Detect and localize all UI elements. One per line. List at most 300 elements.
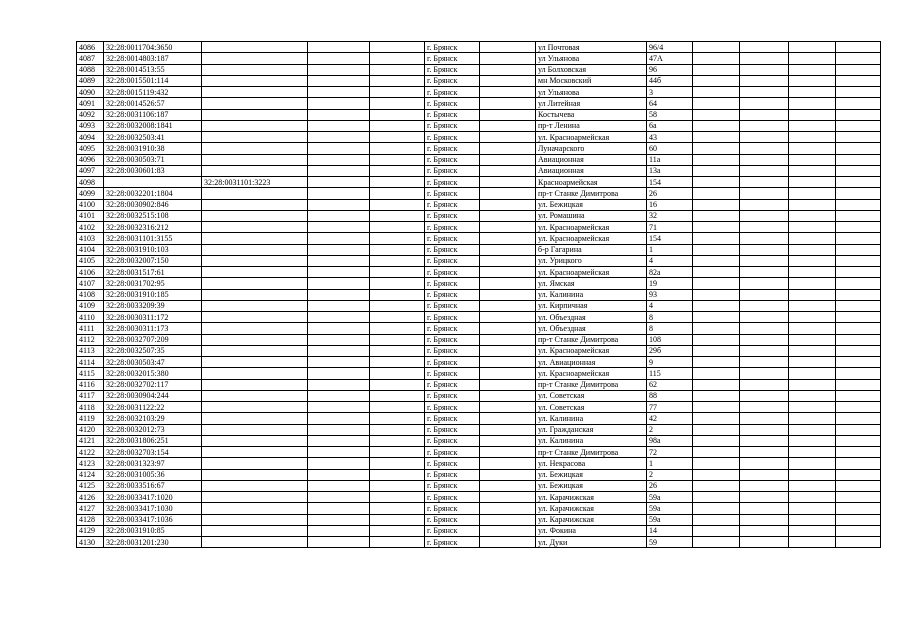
empty-cell-l: [789, 357, 836, 368]
empty-cell-l: [789, 492, 836, 503]
city-cell: г. Брянск: [425, 289, 480, 300]
city-cell: г. Брянск: [425, 435, 480, 446]
city-cell: г. Брянск: [425, 267, 480, 278]
empty-cell-d: [308, 222, 370, 233]
empty-cell-m: [836, 244, 881, 255]
empty-cell-l: [789, 42, 836, 53]
row-number-cell: 4124: [77, 469, 104, 480]
empty-cell-m: [836, 469, 881, 480]
table-row: [77, 458, 881, 469]
empty-cell-l: [789, 447, 836, 458]
empty-cell-m: [836, 368, 881, 379]
empty-cell-k: [740, 424, 789, 435]
empty-cell-d: [308, 402, 370, 413]
empty-cell-l: [789, 143, 836, 154]
empty-cell-j: [693, 165, 740, 176]
empty-cell-k: [740, 244, 789, 255]
empty-cell-l: [789, 267, 836, 278]
row-number-cell: 4113: [77, 345, 104, 356]
empty-cell-d: [308, 98, 370, 109]
city-cell: г. Брянск: [425, 244, 480, 255]
street-cell: ул Ульянова: [536, 53, 647, 64]
table-row: [77, 469, 881, 480]
city-cell: г. Брянск: [425, 390, 480, 401]
table-row: [77, 537, 881, 548]
empty-cell-m: [836, 255, 881, 266]
empty-cell-k: [740, 233, 789, 244]
related-cadastral-number-cell: [202, 447, 308, 458]
empty-cell-k: [740, 75, 789, 86]
empty-cell-l: [789, 537, 836, 548]
empty-cell-e: [370, 165, 425, 176]
empty-cell-k: [740, 435, 789, 446]
empty-cell-m: [836, 480, 881, 491]
empty-cell-k: [740, 334, 789, 345]
row-number-cell: 4094: [77, 132, 104, 143]
row-number-cell: 4093: [77, 120, 104, 131]
house-number-cell: 11а: [647, 154, 693, 165]
empty-cell-j: [693, 469, 740, 480]
related-cadastral-number-cell: [202, 87, 308, 98]
table-row: [77, 177, 881, 188]
empty-cell-j: [693, 345, 740, 356]
empty-cell-g: [480, 480, 536, 491]
street-cell: Луначарского: [536, 143, 647, 154]
empty-cell-k: [740, 379, 789, 390]
street-cell: ул. Красноармейская: [536, 267, 647, 278]
city-cell: г. Брянск: [425, 188, 480, 199]
table-row: [77, 132, 881, 143]
street-cell: ул. Советская: [536, 402, 647, 413]
cadastral-number-cell: 32:28:0033417:1020: [104, 492, 202, 503]
related-cadastral-number-cell: [202, 233, 308, 244]
empty-cell-m: [836, 334, 881, 345]
empty-cell-d: [308, 300, 370, 311]
related-cadastral-number-cell: [202, 514, 308, 525]
cadastral-number-cell: 32:28:0030311:173: [104, 323, 202, 334]
cadastral-number-cell: 32:28:0014526:57: [104, 98, 202, 109]
empty-cell-m: [836, 75, 881, 86]
cadastral-number-cell: 32:28:0032008:1841: [104, 120, 202, 131]
table-row: [77, 64, 881, 75]
empty-cell-k: [740, 165, 789, 176]
empty-cell-j: [693, 334, 740, 345]
empty-cell-j: [693, 199, 740, 210]
table-row: [77, 255, 881, 266]
cadastral-number-cell: 32:28:0031106:187: [104, 109, 202, 120]
street-cell: ул. Бежицкая: [536, 199, 647, 210]
empty-cell-e: [370, 312, 425, 323]
empty-cell-d: [308, 87, 370, 98]
empty-cell-k: [740, 143, 789, 154]
house-number-cell: 26: [647, 480, 693, 491]
empty-cell-l: [789, 334, 836, 345]
empty-cell-m: [836, 165, 881, 176]
related-cadastral-number-cell: [202, 244, 308, 255]
empty-cell-l: [789, 64, 836, 75]
row-number-cell: 4125: [77, 480, 104, 491]
city-cell: г. Брянск: [425, 469, 480, 480]
empty-cell-d: [308, 424, 370, 435]
street-cell: ул. Красноармейская: [536, 132, 647, 143]
empty-cell-d: [308, 525, 370, 536]
empty-cell-g: [480, 368, 536, 379]
related-cadastral-number-cell: [202, 132, 308, 143]
city-cell: г. Брянск: [425, 154, 480, 165]
related-cadastral-number-cell: [202, 98, 308, 109]
row-number-cell: 4098: [77, 177, 104, 188]
empty-cell-j: [693, 300, 740, 311]
table-row: [77, 143, 881, 154]
empty-cell-g: [480, 424, 536, 435]
related-cadastral-number-cell: [202, 525, 308, 536]
house-number-cell: 44б: [647, 75, 693, 86]
street-cell: пр-т Станке Димитрова: [536, 188, 647, 199]
related-cadastral-number-cell: [202, 357, 308, 368]
city-cell: г. Брянск: [425, 345, 480, 356]
empty-cell-e: [370, 120, 425, 131]
empty-cell-j: [693, 289, 740, 300]
empty-cell-g: [480, 402, 536, 413]
empty-cell-d: [308, 514, 370, 525]
house-number-cell: 71: [647, 222, 693, 233]
table-row: [77, 323, 881, 334]
cadastral-number-cell: 32:28:0032507:35: [104, 345, 202, 356]
related-cadastral-number-cell: [202, 458, 308, 469]
empty-cell-d: [308, 177, 370, 188]
street-cell: Костычева: [536, 109, 647, 120]
related-cadastral-number-cell: [202, 267, 308, 278]
empty-cell-d: [308, 435, 370, 446]
empty-cell-m: [836, 458, 881, 469]
empty-cell-m: [836, 289, 881, 300]
city-cell: г. Брянск: [425, 222, 480, 233]
street-cell: б-р Гагарина: [536, 244, 647, 255]
empty-cell-g: [480, 98, 536, 109]
empty-cell-e: [370, 289, 425, 300]
empty-cell-l: [789, 109, 836, 120]
empty-cell-j: [693, 177, 740, 188]
empty-cell-d: [308, 109, 370, 120]
house-number-cell: 43: [647, 132, 693, 143]
empty-cell-e: [370, 424, 425, 435]
house-number-cell: 26: [647, 188, 693, 199]
empty-cell-g: [480, 120, 536, 131]
city-cell: г. Брянск: [425, 132, 480, 143]
street-cell: ул. Авиационная: [536, 357, 647, 368]
table-row: [77, 514, 881, 525]
street-cell: Красноармейская: [536, 177, 647, 188]
empty-cell-m: [836, 345, 881, 356]
empty-cell-g: [480, 255, 536, 266]
empty-cell-l: [789, 480, 836, 491]
house-number-cell: 16: [647, 199, 693, 210]
street-cell: Авиационная: [536, 165, 647, 176]
street-cell: ул. Красноармейская: [536, 345, 647, 356]
empty-cell-l: [789, 323, 836, 334]
empty-cell-m: [836, 233, 881, 244]
table-row: [77, 278, 881, 289]
related-cadastral-number-cell: [202, 379, 308, 390]
empty-cell-d: [308, 210, 370, 221]
empty-cell-d: [308, 413, 370, 424]
street-cell: ул. Объездная: [536, 323, 647, 334]
empty-cell-g: [480, 244, 536, 255]
related-cadastral-number-cell: [202, 334, 308, 345]
empty-cell-e: [370, 278, 425, 289]
table-body: [77, 42, 881, 548]
empty-cell-m: [836, 300, 881, 311]
house-number-cell: 58: [647, 109, 693, 120]
empty-cell-j: [693, 188, 740, 199]
cadastral-number-cell: 32:28:0015119:432: [104, 87, 202, 98]
empty-cell-e: [370, 300, 425, 311]
empty-cell-k: [740, 64, 789, 75]
row-number-cell: 4128: [77, 514, 104, 525]
related-cadastral-number-cell: [202, 368, 308, 379]
table-row: [77, 199, 881, 210]
empty-cell-k: [740, 222, 789, 233]
house-number-cell: 9: [647, 357, 693, 368]
house-number-cell: 154: [647, 233, 693, 244]
cadastral-number-cell: 32:28:0032201:1804: [104, 188, 202, 199]
related-cadastral-number-cell: [202, 64, 308, 75]
empty-cell-j: [693, 413, 740, 424]
empty-cell-e: [370, 379, 425, 390]
empty-cell-e: [370, 109, 425, 120]
cadastral-number-cell: 32:28:0032007:150: [104, 255, 202, 266]
row-number-cell: 4130: [77, 537, 104, 548]
cadastral-number-cell: 32:28:0030902:846: [104, 199, 202, 210]
street-cell: Авиационная: [536, 154, 647, 165]
row-number-cell: 4116: [77, 379, 104, 390]
empty-cell-j: [693, 447, 740, 458]
empty-cell-g: [480, 42, 536, 53]
empty-cell-e: [370, 368, 425, 379]
table-row: [77, 75, 881, 86]
empty-cell-l: [789, 255, 836, 266]
empty-cell-k: [740, 188, 789, 199]
empty-cell-d: [308, 132, 370, 143]
city-cell: г. Брянск: [425, 53, 480, 64]
house-number-cell: 8: [647, 312, 693, 323]
empty-cell-l: [789, 345, 836, 356]
empty-cell-d: [308, 334, 370, 345]
empty-cell-m: [836, 514, 881, 525]
empty-cell-k: [740, 87, 789, 98]
cadastral-number-cell: 32:28:0031910:38: [104, 143, 202, 154]
empty-cell-l: [789, 165, 836, 176]
house-number-cell: 59а: [647, 503, 693, 514]
table-row: [77, 503, 881, 514]
empty-cell-d: [308, 379, 370, 390]
house-number-cell: 6а: [647, 120, 693, 131]
cadastral-number-cell: 32:28:0031910:185: [104, 289, 202, 300]
city-cell: г. Брянск: [425, 402, 480, 413]
empty-cell-l: [789, 244, 836, 255]
empty-cell-d: [308, 143, 370, 154]
table-row: [77, 233, 881, 244]
empty-cell-m: [836, 53, 881, 64]
empty-cell-g: [480, 345, 536, 356]
row-number-cell: 4114: [77, 357, 104, 368]
empty-cell-l: [789, 53, 836, 64]
row-number-cell: 4107: [77, 278, 104, 289]
empty-cell-g: [480, 64, 536, 75]
table-row: [77, 244, 881, 255]
city-cell: г. Брянск: [425, 64, 480, 75]
empty-cell-g: [480, 143, 536, 154]
street-cell: пр-т Станке Димитрова: [536, 334, 647, 345]
empty-cell-d: [308, 368, 370, 379]
cadastral-number-cell: 32:28:0014513:55: [104, 64, 202, 75]
empty-cell-g: [480, 300, 536, 311]
empty-cell-j: [693, 390, 740, 401]
city-cell: г. Брянск: [425, 177, 480, 188]
empty-cell-k: [740, 278, 789, 289]
empty-cell-g: [480, 390, 536, 401]
house-number-cell: 77: [647, 402, 693, 413]
cadastral-number-cell: 32:28:0031201:230: [104, 537, 202, 548]
street-cell: ул. Объездная: [536, 312, 647, 323]
cadastral-number-cell: 32:28:0011704:3650: [104, 42, 202, 53]
empty-cell-l: [789, 435, 836, 446]
empty-cell-g: [480, 199, 536, 210]
empty-cell-l: [789, 413, 836, 424]
row-number-cell: 4099: [77, 188, 104, 199]
empty-cell-d: [308, 289, 370, 300]
cadastral-number-cell: 32:28:0031910:85: [104, 525, 202, 536]
city-cell: г. Брянск: [425, 143, 480, 154]
empty-cell-k: [740, 492, 789, 503]
empty-cell-j: [693, 514, 740, 525]
empty-cell-l: [789, 525, 836, 536]
empty-cell-j: [693, 435, 740, 446]
table-row: [77, 222, 881, 233]
row-number-cell: 4087: [77, 53, 104, 64]
city-cell: г. Брянск: [425, 413, 480, 424]
house-number-cell: 154: [647, 177, 693, 188]
city-cell: г. Брянск: [425, 447, 480, 458]
empty-cell-j: [693, 480, 740, 491]
cadastral-number-cell: 32:28:0031702:95: [104, 278, 202, 289]
empty-cell-g: [480, 87, 536, 98]
row-number-cell: 4127: [77, 503, 104, 514]
street-cell: ул. Ромашина: [536, 210, 647, 221]
house-number-cell: 64: [647, 98, 693, 109]
cadastral-number-cell: [104, 177, 202, 188]
empty-cell-d: [308, 323, 370, 334]
table-row: [77, 53, 881, 64]
table-row: [77, 267, 881, 278]
empty-cell-j: [693, 402, 740, 413]
empty-cell-j: [693, 109, 740, 120]
row-number-cell: 4112: [77, 334, 104, 345]
row-number-cell: 4126: [77, 492, 104, 503]
empty-cell-g: [480, 222, 536, 233]
empty-cell-g: [480, 75, 536, 86]
table-row: [77, 98, 881, 109]
house-number-cell: 115: [647, 368, 693, 379]
empty-cell-k: [740, 503, 789, 514]
empty-cell-j: [693, 42, 740, 53]
empty-cell-e: [370, 390, 425, 401]
empty-cell-k: [740, 120, 789, 131]
street-cell: пр-т Станке Димитрова: [536, 379, 647, 390]
street-cell: ул. Бежицкая: [536, 469, 647, 480]
street-cell: ул. Некрасова: [536, 458, 647, 469]
empty-cell-d: [308, 154, 370, 165]
related-cadastral-number-cell: [202, 390, 308, 401]
empty-cell-e: [370, 98, 425, 109]
table-row: [77, 368, 881, 379]
empty-cell-d: [308, 345, 370, 356]
empty-cell-d: [308, 447, 370, 458]
empty-cell-j: [693, 379, 740, 390]
cadastral-number-cell: 32:28:0033209:39: [104, 300, 202, 311]
empty-cell-j: [693, 278, 740, 289]
row-number-cell: 4118: [77, 402, 104, 413]
related-cadastral-number-cell: [202, 210, 308, 221]
row-number-cell: 4106: [77, 267, 104, 278]
empty-cell-m: [836, 357, 881, 368]
empty-cell-d: [308, 165, 370, 176]
empty-cell-e: [370, 503, 425, 514]
empty-cell-j: [693, 210, 740, 221]
empty-cell-j: [693, 98, 740, 109]
empty-cell-g: [480, 492, 536, 503]
empty-cell-e: [370, 357, 425, 368]
empty-cell-j: [693, 143, 740, 154]
empty-cell-m: [836, 435, 881, 446]
house-number-cell: 32: [647, 210, 693, 221]
empty-cell-g: [480, 177, 536, 188]
empty-cell-m: [836, 188, 881, 199]
city-cell: г. Брянск: [425, 492, 480, 503]
related-cadastral-number-cell: [202, 255, 308, 266]
row-number-cell: 4101: [77, 210, 104, 221]
table-row: [77, 424, 881, 435]
empty-cell-d: [308, 278, 370, 289]
street-cell: ул Литейная: [536, 98, 647, 109]
empty-cell-g: [480, 278, 536, 289]
city-cell: г. Брянск: [425, 537, 480, 548]
house-number-cell: 93: [647, 289, 693, 300]
empty-cell-m: [836, 323, 881, 334]
table-row: [77, 357, 881, 368]
cadastral-number-cell: 32:28:0033516:67: [104, 480, 202, 491]
row-number-cell: 4108: [77, 289, 104, 300]
city-cell: г. Брянск: [425, 120, 480, 131]
empty-cell-d: [308, 492, 370, 503]
cadastral-number-cell: 32:28:0032515:108: [104, 210, 202, 221]
street-cell: ул. Карачижская: [536, 492, 647, 503]
street-cell: ул. Урицкого: [536, 255, 647, 266]
street-cell: ул. Гражданская: [536, 424, 647, 435]
empty-cell-g: [480, 165, 536, 176]
empty-cell-l: [789, 390, 836, 401]
empty-cell-e: [370, 334, 425, 345]
street-cell: ул. Красноармейская: [536, 222, 647, 233]
empty-cell-k: [740, 447, 789, 458]
empty-cell-j: [693, 537, 740, 548]
house-number-cell: 42: [647, 413, 693, 424]
table-row: [77, 379, 881, 390]
empty-cell-l: [789, 402, 836, 413]
table-row: [77, 165, 881, 176]
empty-cell-k: [740, 132, 789, 143]
row-number-cell: 4095: [77, 143, 104, 154]
